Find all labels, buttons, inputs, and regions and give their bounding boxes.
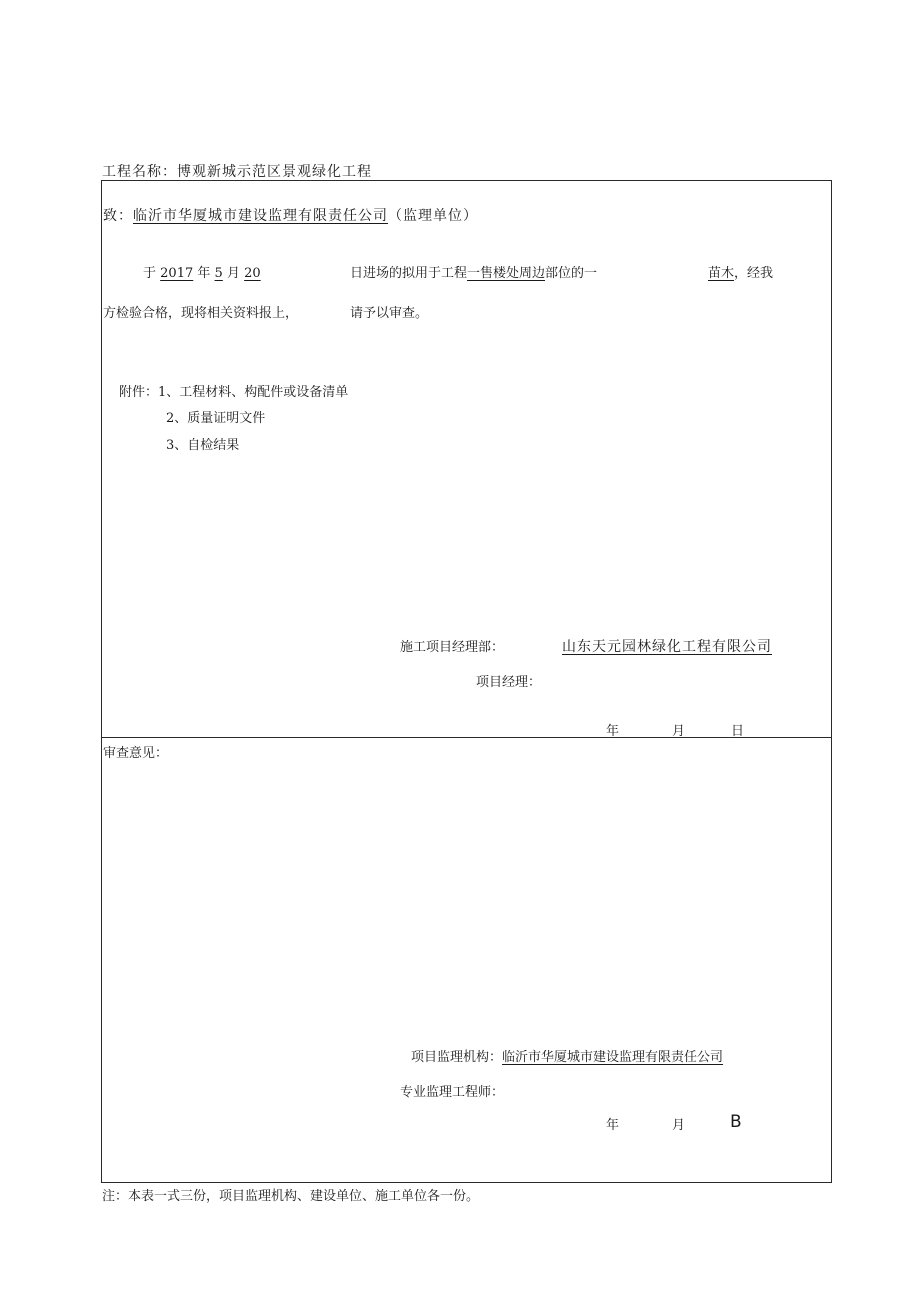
entry-year: 2017 xyxy=(160,266,194,281)
contractor-dept-value: 山东天元园林绿化工程有限公司 xyxy=(562,639,772,655)
attachment-item: 3、自检结果 xyxy=(166,438,240,453)
contractor-dept-label: 施工项目经理部： xyxy=(400,640,505,655)
entry-location-line xyxy=(350,262,597,281)
entry-location: 一售楼处周边 xyxy=(467,266,546,281)
entry-tail: ，经我 xyxy=(734,266,774,281)
entry-day: 20 xyxy=(244,266,261,281)
project-manager-label: 项目经理： xyxy=(476,675,542,690)
request-text: 请予以审查。 xyxy=(350,306,429,321)
entry-prefix: 于 xyxy=(143,266,157,281)
attachment-item: 2、质量证明文件 xyxy=(166,411,266,426)
review-section xyxy=(101,738,832,1183)
application-date-month: 月 xyxy=(672,724,686,739)
addressee-prefix: 致： xyxy=(103,208,133,224)
review-opinion-label: 审查意见： xyxy=(103,746,169,761)
addressee-line xyxy=(103,205,478,225)
entry-year-unit: 年 xyxy=(197,266,211,281)
application-date-day: 日 xyxy=(731,724,745,739)
supervision-org-value: 临沂市华厦城市建设监理有限责任公司 xyxy=(502,1050,724,1065)
review-date-day: B xyxy=(730,1112,742,1132)
supervision-engineer-label: 专业监理工程师： xyxy=(400,1085,505,1100)
attachment-item: 附件：1、工程材料、构配件或设备清单 xyxy=(119,385,349,400)
addressee-suffix: （监理单位） xyxy=(388,208,478,224)
entry-month: 5 xyxy=(214,266,223,281)
application-date-year: 年 xyxy=(606,724,620,739)
addressee-company: 临沂市华厦城市建设监理有限责任公司 xyxy=(133,208,388,224)
entry-item: 苗木 xyxy=(708,266,735,281)
project-name: 工程名称：博观新城示范区景观绿化工程 xyxy=(102,164,372,180)
entry-mid-text: 日进场的拟用于工程 xyxy=(350,266,468,281)
inspection-text: 方检验合格，现将相关资料报上， xyxy=(103,306,299,321)
review-date-year: 年 xyxy=(606,1118,620,1133)
entry-date-line xyxy=(143,262,261,281)
entry-location-suffix: 部位的一 xyxy=(545,266,598,281)
supervision-org-line xyxy=(411,1046,723,1065)
supervision-org-label: 项目监理机构： xyxy=(411,1050,503,1065)
footnote: 注：本表一式三份，项目监理机构、建设单位、施工单位各一份。 xyxy=(102,1189,480,1204)
entry-item-line xyxy=(708,262,773,281)
entry-month-unit: 月 xyxy=(226,266,240,281)
review-date-month: 月 xyxy=(672,1118,686,1133)
